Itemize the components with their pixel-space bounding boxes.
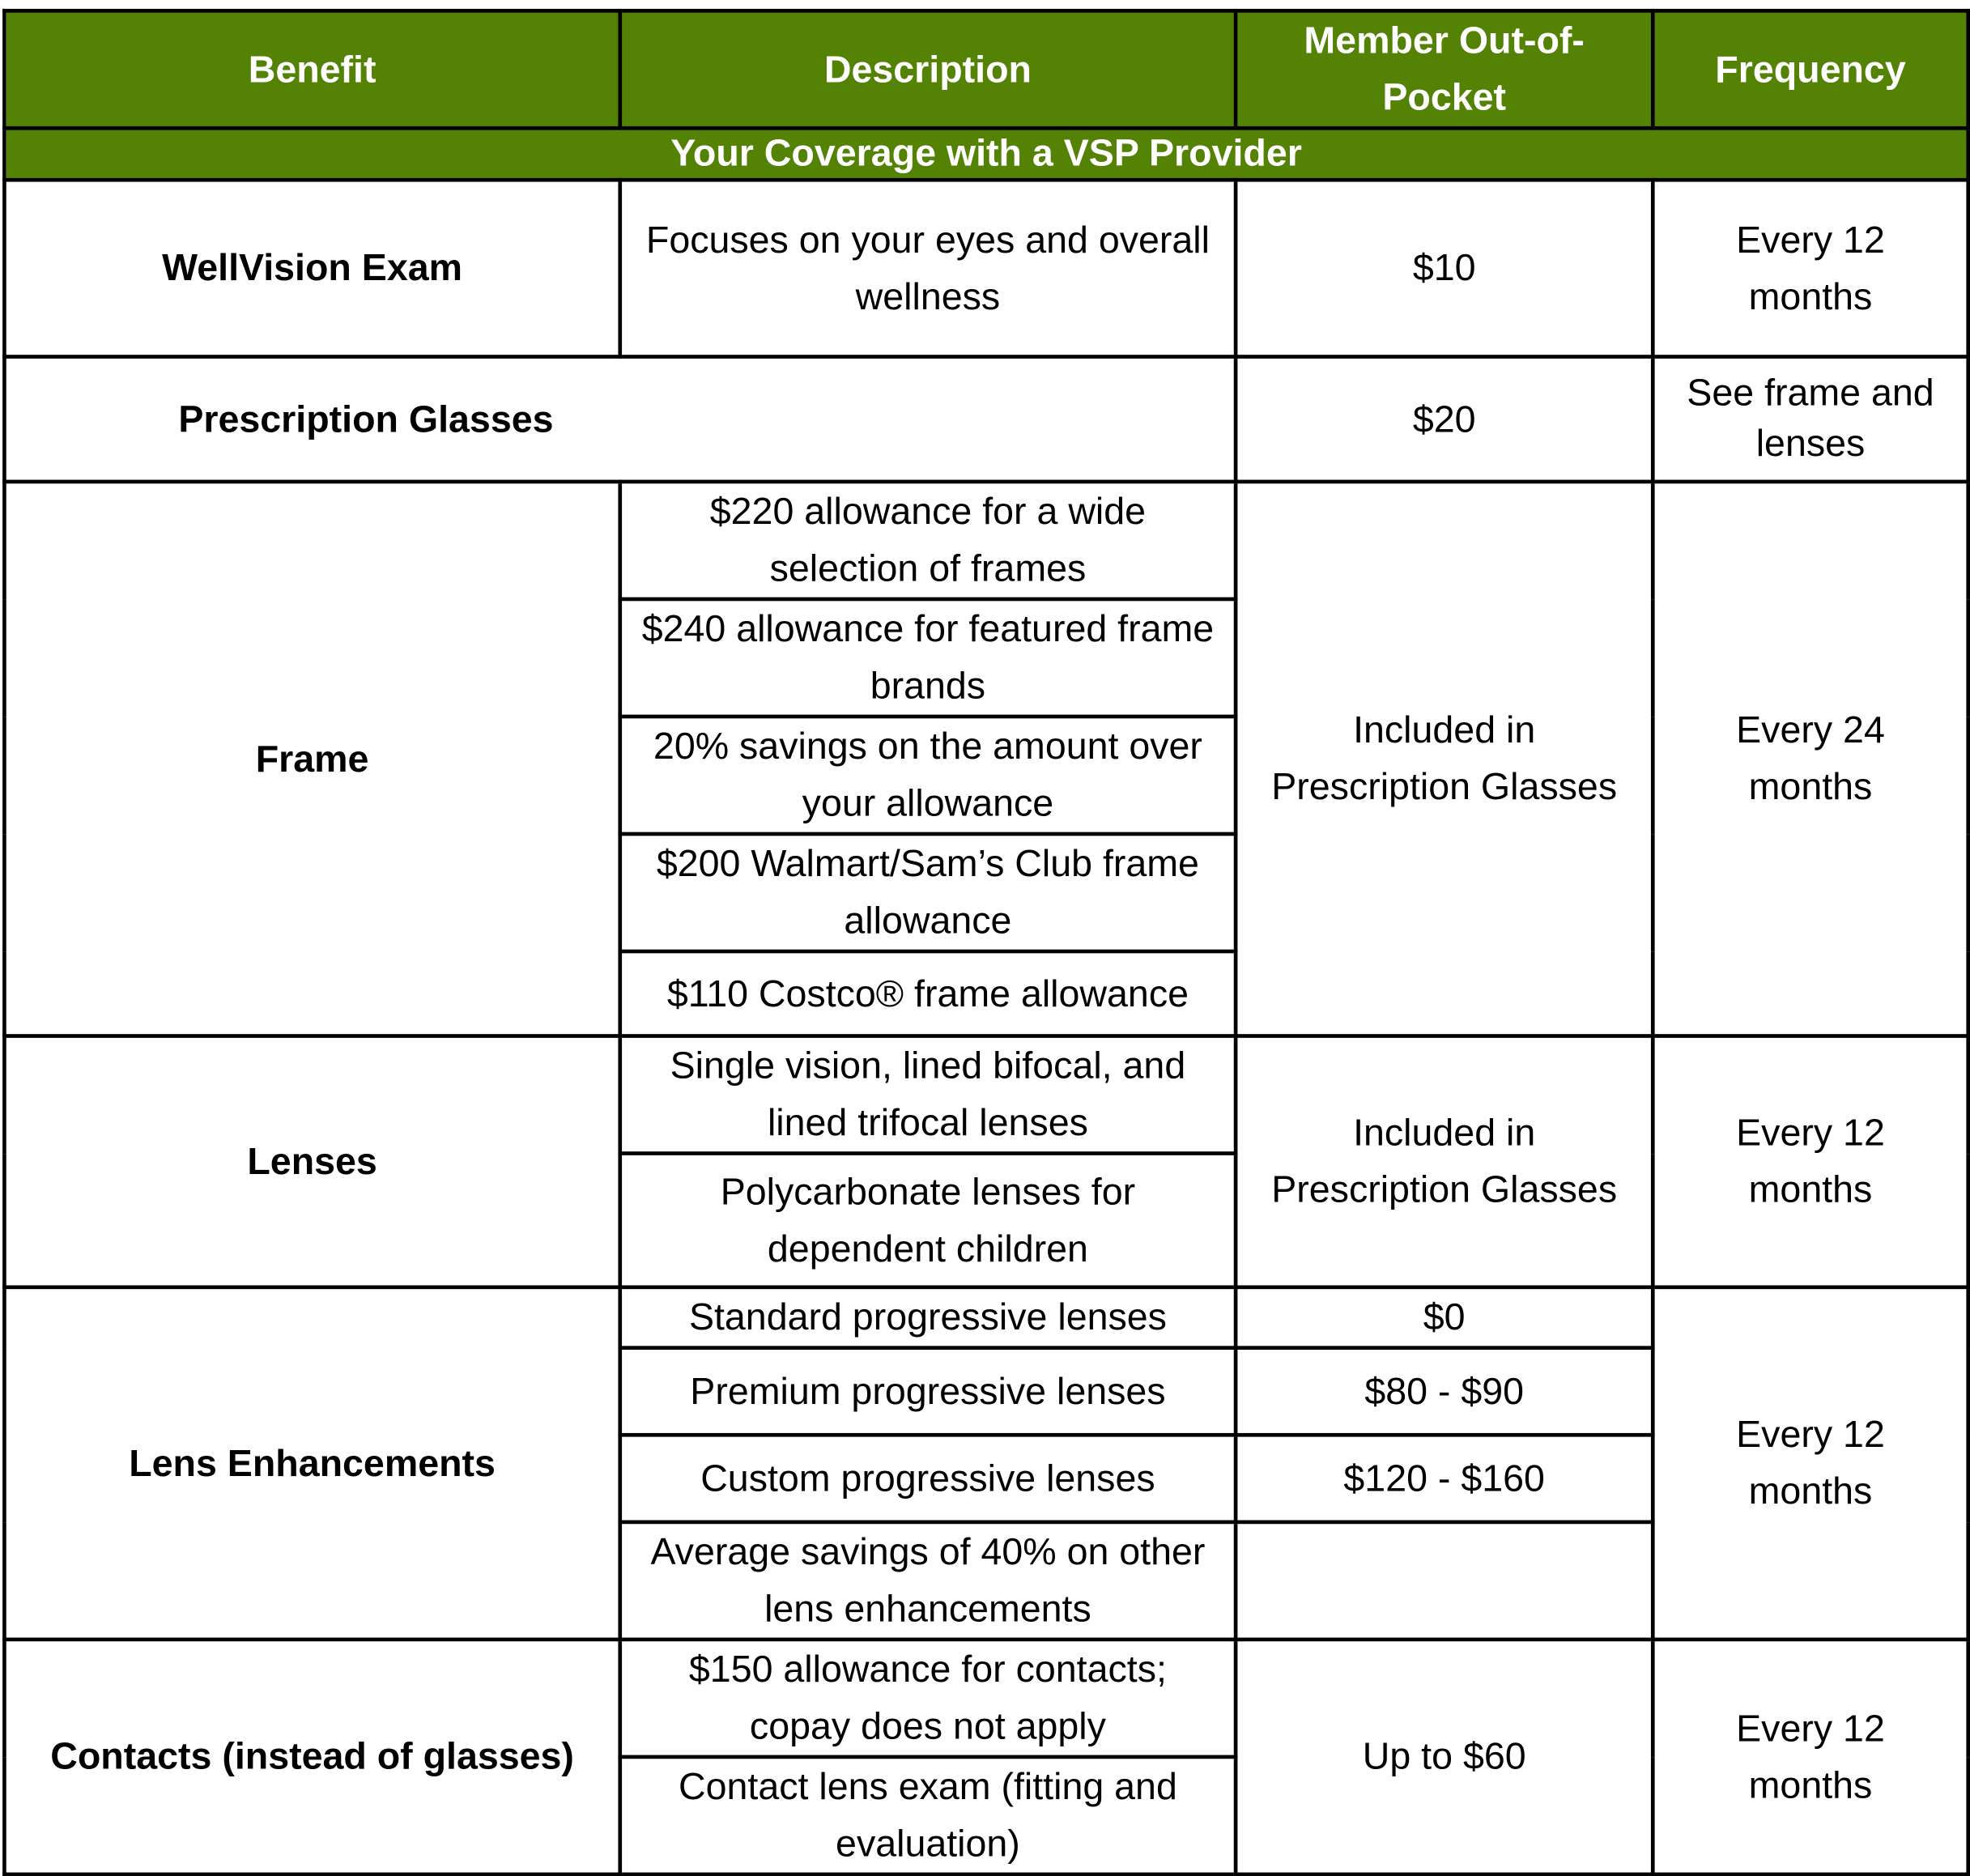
description-cell: Standard progressive lenses bbox=[620, 1287, 1236, 1348]
benefit-prescription-glasses: Prescription Glasses bbox=[4, 357, 1236, 482]
frequency-cell: Every 12 months bbox=[1653, 1640, 1968, 1874]
table-row bbox=[4, 357, 1968, 482]
frequency-cell: See frame and lenses bbox=[1653, 357, 1968, 482]
band-row bbox=[4, 128, 1968, 180]
frequency-cell: Every 12 months bbox=[1653, 180, 1968, 356]
description-cell: $220 allowance for a wide selection of frames bbox=[620, 482, 1236, 599]
frequency-cell: Every 12 months bbox=[1653, 1036, 1968, 1287]
description-cell: Contact lens exam (fitting and evaluation) bbox=[620, 1757, 1236, 1874]
description-cell: $150 allowance for contacts; copay does not apply bbox=[620, 1640, 1236, 1757]
benefit-contacts: Contacts (instead of glasses) bbox=[4, 1640, 619, 1874]
header-row bbox=[4, 11, 1968, 128]
header-frequency: Frequency bbox=[1653, 11, 1968, 128]
description-cell: Single vision, lined bifocal, and lined trifocal lenses bbox=[620, 1036, 1236, 1153]
cost-cell: $20 bbox=[1236, 357, 1653, 482]
description-cell: Average savings of 40% on other lens enhancements bbox=[620, 1522, 1236, 1640]
frequency-cell: Every 12 months bbox=[1653, 1287, 1968, 1640]
cost-cell: $120 - $160 bbox=[1236, 1435, 1653, 1522]
table-row bbox=[4, 1036, 1968, 1153]
table-row bbox=[4, 482, 1968, 599]
description-cell: Polycarbonate lenses for dependent children bbox=[620, 1154, 1236, 1287]
cost-cell: Included in Prescription Glasses bbox=[1236, 1036, 1653, 1287]
header-out-of-pocket: Member Out-of-Pocket bbox=[1236, 11, 1653, 128]
description-cell: Custom progressive lenses bbox=[620, 1435, 1236, 1522]
benefit-lens-enhancements: Lens Enhancements bbox=[4, 1287, 619, 1640]
table-row bbox=[4, 180, 1968, 356]
benefit-frame: Frame bbox=[4, 482, 619, 1036]
benefit-wellvision-exam: WellVision Exam bbox=[4, 180, 619, 356]
description-cell: 20% savings on the amount over your allowance bbox=[620, 717, 1236, 834]
header-description: Description bbox=[620, 11, 1236, 128]
description-cell: Focuses on your eyes and overall wellness bbox=[620, 180, 1236, 356]
description-cell: $240 allowance for featured frame brands bbox=[620, 599, 1236, 717]
frequency-cell: Every 24 months bbox=[1653, 482, 1968, 1036]
description-cell: Premium progressive lenses bbox=[620, 1348, 1236, 1436]
coverage-band: Your Coverage with a VSP Provider bbox=[4, 128, 1968, 180]
description-cell: $110 Costco® frame allowance bbox=[620, 951, 1236, 1036]
vsp-coverage-table bbox=[2, 9, 1970, 1876]
cost-cell: $80 - $90 bbox=[1236, 1348, 1653, 1436]
table-row bbox=[4, 1640, 1968, 1757]
cost-cell bbox=[1236, 1522, 1653, 1640]
cost-cell: Up to $60 bbox=[1236, 1640, 1653, 1874]
cost-cell: $10 bbox=[1236, 180, 1653, 356]
cost-cell: Included in Prescription Glasses bbox=[1236, 482, 1653, 1036]
table-row bbox=[4, 1287, 1968, 1348]
cost-cell: $0 bbox=[1236, 1287, 1653, 1348]
benefit-lenses: Lenses bbox=[4, 1036, 619, 1287]
header-benefit: Benefit bbox=[4, 11, 619, 128]
description-cell: $200 Walmart/Sam’s Club frame allowance bbox=[620, 834, 1236, 951]
